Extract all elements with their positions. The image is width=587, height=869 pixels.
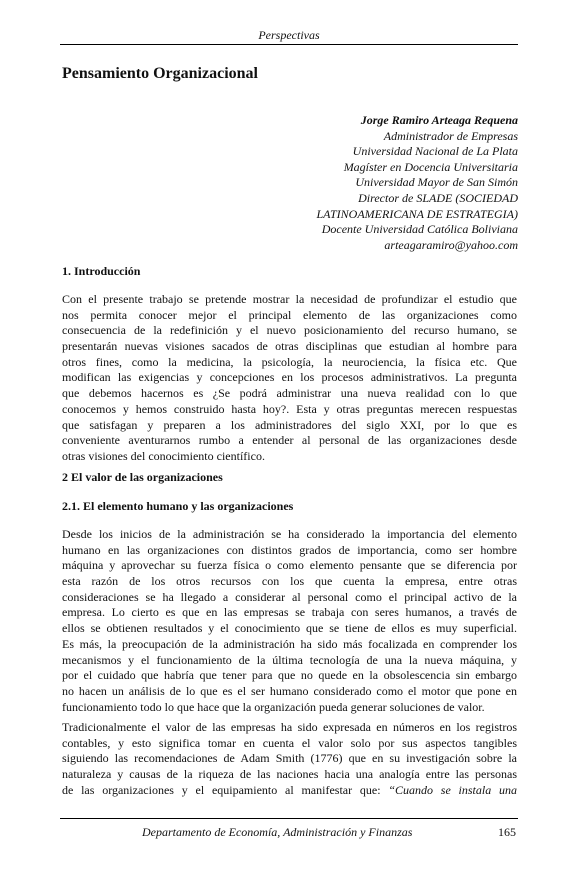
text-line: naturaleza y causas de la riqueza de las naciones hacia una analogía entre las personas	[62, 767, 517, 782]
author-affiliation-line: Docente Universidad Católica Boliviana	[321, 222, 518, 237]
text-line: contables, y esto significa tomar en cuenta el valor solo por sus aspectos tangibles	[62, 735, 517, 750]
text-line-start: de las organizaciones y el equipamiento al manifestar que:	[62, 782, 389, 797]
text-line: ellos se obtienen resultados y el conocimiento que se tiene de ellos es muy superficial.	[62, 621, 517, 636]
author-affiliation-line: LATINOAMERICANA DE ESTRATEGIA)	[316, 206, 518, 221]
text-line: modifican las exigencias y concepciones en los procesos administrativos. La pregunta	[62, 370, 517, 385]
article-title: Pensamiento Organizacional	[62, 65, 258, 82]
footer-rule	[60, 818, 518, 819]
author-email: arteagaramiro@yahoo.com	[384, 237, 518, 252]
text-line: empresa. Lo cierto es que en las empresas se trabaja con seres humanos, a través de	[62, 605, 517, 620]
text-line: no hacen un análisis de lo que es el ser humano considerado como el motor que pone en	[62, 683, 517, 698]
text-line: siguiendo las recomendaciones de Adam Smith (1776) que en su investigación sobre la	[62, 751, 517, 766]
text-line	[62, 783, 517, 799]
author-block	[316, 113, 518, 253]
text-line: funcionamiento todo lo que hace que la organización pueda generar soluciones de valor.	[62, 699, 485, 714]
text-line: esta razón de los otros recursos con los que cuenta la empresa, entre otras	[62, 574, 517, 589]
text-line: Desde los inicios de la administración se ha considerado la importancia del elemento	[62, 527, 517, 541]
text-line: Tradicionalmente el valor de las empresas ha sido expresada en números en los registros	[62, 720, 517, 734]
section-heading-value: 2 El valor de las organizaciones	[62, 470, 223, 484]
text-line: conocemos y hemos construido hasta hoy?. Esta y otras preguntas merecen respuestas	[62, 401, 517, 416]
text-line: otros fines, como la medicina, la psicología, la neurociencia, la física etc. Que	[62, 354, 517, 369]
author-name: Jorge Ramiro Arteaga Requena	[360, 113, 518, 127]
text-line: conveniente aventurarnos rumbo a entender al personal de las organizaciones desde	[62, 433, 517, 448]
running-header: Perspectivas	[258, 28, 320, 42]
footer-department: Departamento de Economía, Administración y Finanzas	[142, 825, 413, 839]
author-affiliation-line: Administrador de Empresas	[383, 128, 518, 143]
text-line: que debemos hacernos es ¿Se podrá administrar una nueva realidad con lo que	[62, 386, 517, 401]
text-line: máquina y aprovechar su fuerza física o como elemento pensante que se diferencia por	[62, 558, 517, 573]
text-line: presentarán nuevas visiones sacados de otras disciplinas que estudian al hombre para	[62, 339, 517, 354]
page-number: 165	[498, 825, 516, 839]
text-line: Con el presente trabajo se pretende mostrar la necesidad de profundizar el estudio que	[62, 292, 517, 306]
text-line: que satisfagan y preparen a los administradores del siglo XXI, por lo que es	[62, 417, 517, 432]
section-heading-introduction: 1. Introducción	[62, 264, 141, 278]
text-line: consecuencia de la redefinición y el nuevo posicionamiento del recurso humano, se	[62, 323, 517, 338]
subsection-heading-human-element: 2.1. El elemento humano y las organizaciones	[62, 499, 294, 513]
introduction-paragraph	[62, 292, 517, 465]
human-element-paragraph	[62, 527, 517, 715]
company-value-paragraph	[62, 720, 517, 798]
text-line: otras visiones del conocimiento científico.	[62, 448, 265, 463]
text-line: por el cuidado que habría que tener para que no quede en la obsolescencia sin embargo	[62, 668, 517, 683]
author-affiliation-line: Universidad Mayor de San Simón	[355, 175, 518, 190]
quote-start: “Cuando se instala una	[388, 782, 517, 797]
author-affiliation-line: Universidad Nacional de La Plata	[352, 144, 518, 159]
text-line: humano en las organizaciones con distintos grados de importancia, como ser hombre	[62, 542, 517, 557]
author-affiliation-line: Magíster en Docencia Universitaria	[343, 159, 518, 174]
author-affiliation-line: Director de SLADE (SOCIEDAD	[358, 190, 518, 205]
header-rule	[60, 44, 518, 45]
text-line: Es más, la preocupación de la administración ha sido más focalizada en comprender los	[62, 636, 517, 651]
text-line: nos permita conocer mejor el principal elemento de las organizaciones como	[62, 307, 517, 322]
text-line: mecanismos y el funcionamiento de la última tecnología de una la nueva máquina, y	[62, 652, 517, 667]
text-line: consideraciones se ha llegado a considerar al personal como el principal activo de la	[62, 589, 517, 604]
